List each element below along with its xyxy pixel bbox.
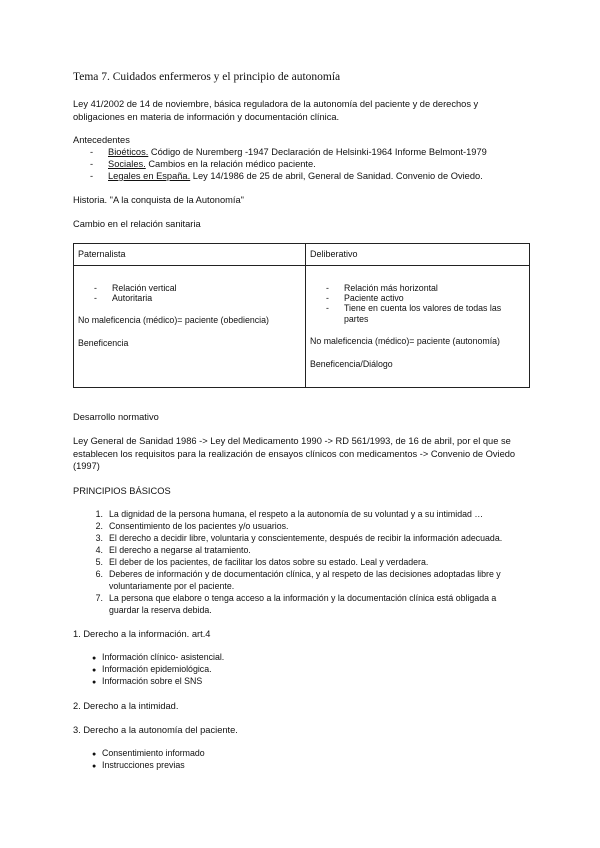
desarrollo-line-1: Ley General de Sanidad 1986 -> Ley del Medicamento 1990 -> RD 561/1993, de 16 de abril, por el que se <box>73 436 511 446</box>
list-item: 4. El derecho a negarse al tratamiento. <box>95 545 251 555</box>
table-header-left: Paternalista <box>74 244 306 266</box>
list-item: 5. El deber de los pacientes, de facilitar los datos sobre su estado. Leal y verdadera. <box>95 557 429 567</box>
antecedentes-item: - Legales en España. Ley 14/1986 de 25 de abril, General de Sanidad. Convenio de Oviedo. <box>90 171 483 181</box>
antecedentes-item-label: Legales en España. <box>108 171 191 181</box>
list-item: - Autoritaria <box>94 293 153 303</box>
document-title: Tema 7. Cuidados enfermeros y el principio de autonomía <box>73 71 341 83</box>
list-item: - Relación más horizontal <box>326 283 438 293</box>
antecedentes-item-text: Cambios en la relación médico paciente. <box>145 159 316 169</box>
list-item: - Paciente activo <box>326 293 404 303</box>
desarrollo-line-3: (1997) <box>73 461 100 471</box>
list-item: ● Información clínico- asistencial. <box>92 652 225 662</box>
list-item: - Tiene en cuenta los valores de todas las <box>326 303 502 313</box>
desarrollo-line-2: establecen los requisitos para la realización de ensayos clínicos con medicamentos -> Convenio de Oviedo <box>73 449 516 459</box>
left-principle-2: Beneficencia <box>78 338 129 348</box>
list-item-continuation: guardar la reserva debida. <box>109 605 212 615</box>
intro-line-1: Ley 41/2002 de 14 de noviembre, básica reguladora de la autonomía del paciente y de derechos y <box>73 99 479 109</box>
list-item-continuation: voluntariamente por el paciente. <box>109 581 235 591</box>
list-item: ● Información sobre el SNS <box>92 676 203 686</box>
right-principle-1: No maleficencia (médico)= paciente (autonomía) <box>310 336 500 346</box>
list-item: ● Instrucciones previas <box>92 760 185 770</box>
list-item: ● Consentimiento informado <box>92 748 205 758</box>
section-3-heading: 3. Derecho a la autonomía del paciente. <box>73 725 238 735</box>
list-item: 1. La dignidad de la persona humana, el respeto a la autonomía de su voluntad y a su intimidad … <box>95 509 484 519</box>
cambio-heading: Cambio en el relación sanitaria <box>73 219 201 229</box>
antecedentes-item-label: Sociales. <box>108 159 146 169</box>
left-principle-1: No maleficencia (médico)= paciente (obediencia) <box>78 315 269 325</box>
table-cell-left <box>74 266 306 388</box>
right-principle-2: Beneficencia/Diálogo <box>310 359 393 369</box>
section-1-heading: 1. Derecho a la información. art.4 <box>73 629 211 639</box>
relation-table <box>73 243 530 388</box>
antecedentes-item-label: Bioéticos. <box>108 147 149 157</box>
list-item-continuation: partes <box>344 314 369 324</box>
list-item: 2. Consentimiento de los pacientes y/o usuarios. <box>95 521 289 531</box>
antecedentes-heading: Antecedentes <box>73 135 130 145</box>
principios-heading: PRINCIPIOS BÁSICOS <box>73 486 171 496</box>
historia-line: Historia. "A la conquista de la Autonomía" <box>73 195 244 205</box>
antecedentes-item: - Sociales. Cambios en la relación médico paciente. <box>90 159 316 169</box>
table-header-right: Deliberativo <box>306 244 530 266</box>
list-item: 7. La persona que elabore o tenga acceso a la información y la documentación clínica está obligada a <box>95 593 497 603</box>
list-item: 6. Deberes de información y de documentación clínica, y al respeto de las decisiones adoptadas libre y <box>95 569 501 579</box>
list-item: 3. El derecho a decidir libre, voluntaria y conscientemente, después de recibir la información adecuada. <box>95 533 503 543</box>
antecedentes-item: - Bioéticos. Código de Nuremberg -1947 Declaración de Helsinki-1964 Informe Belmont-1979 <box>90 147 487 157</box>
desarrollo-heading: Desarrollo normativo <box>73 412 159 422</box>
table-cell-right <box>306 266 530 388</box>
section-2-heading: 2. Derecho a la intimidad. <box>73 701 179 711</box>
list-item: ● Información epidemiológica. <box>92 664 212 674</box>
antecedentes-item-text: Ley 14/1986 de 25 de abril, General de Sanidad. Convenio de Oviedo. <box>190 171 483 181</box>
intro-line-2: obligaciones en materia de información y documentación clínica. <box>73 112 340 122</box>
antecedentes-item-text: Código de Nuremberg -1947 Declaración de Helsinki-1964 Informe Belmont-1979 <box>148 147 487 157</box>
list-item: - Relación vertical <box>94 283 177 293</box>
